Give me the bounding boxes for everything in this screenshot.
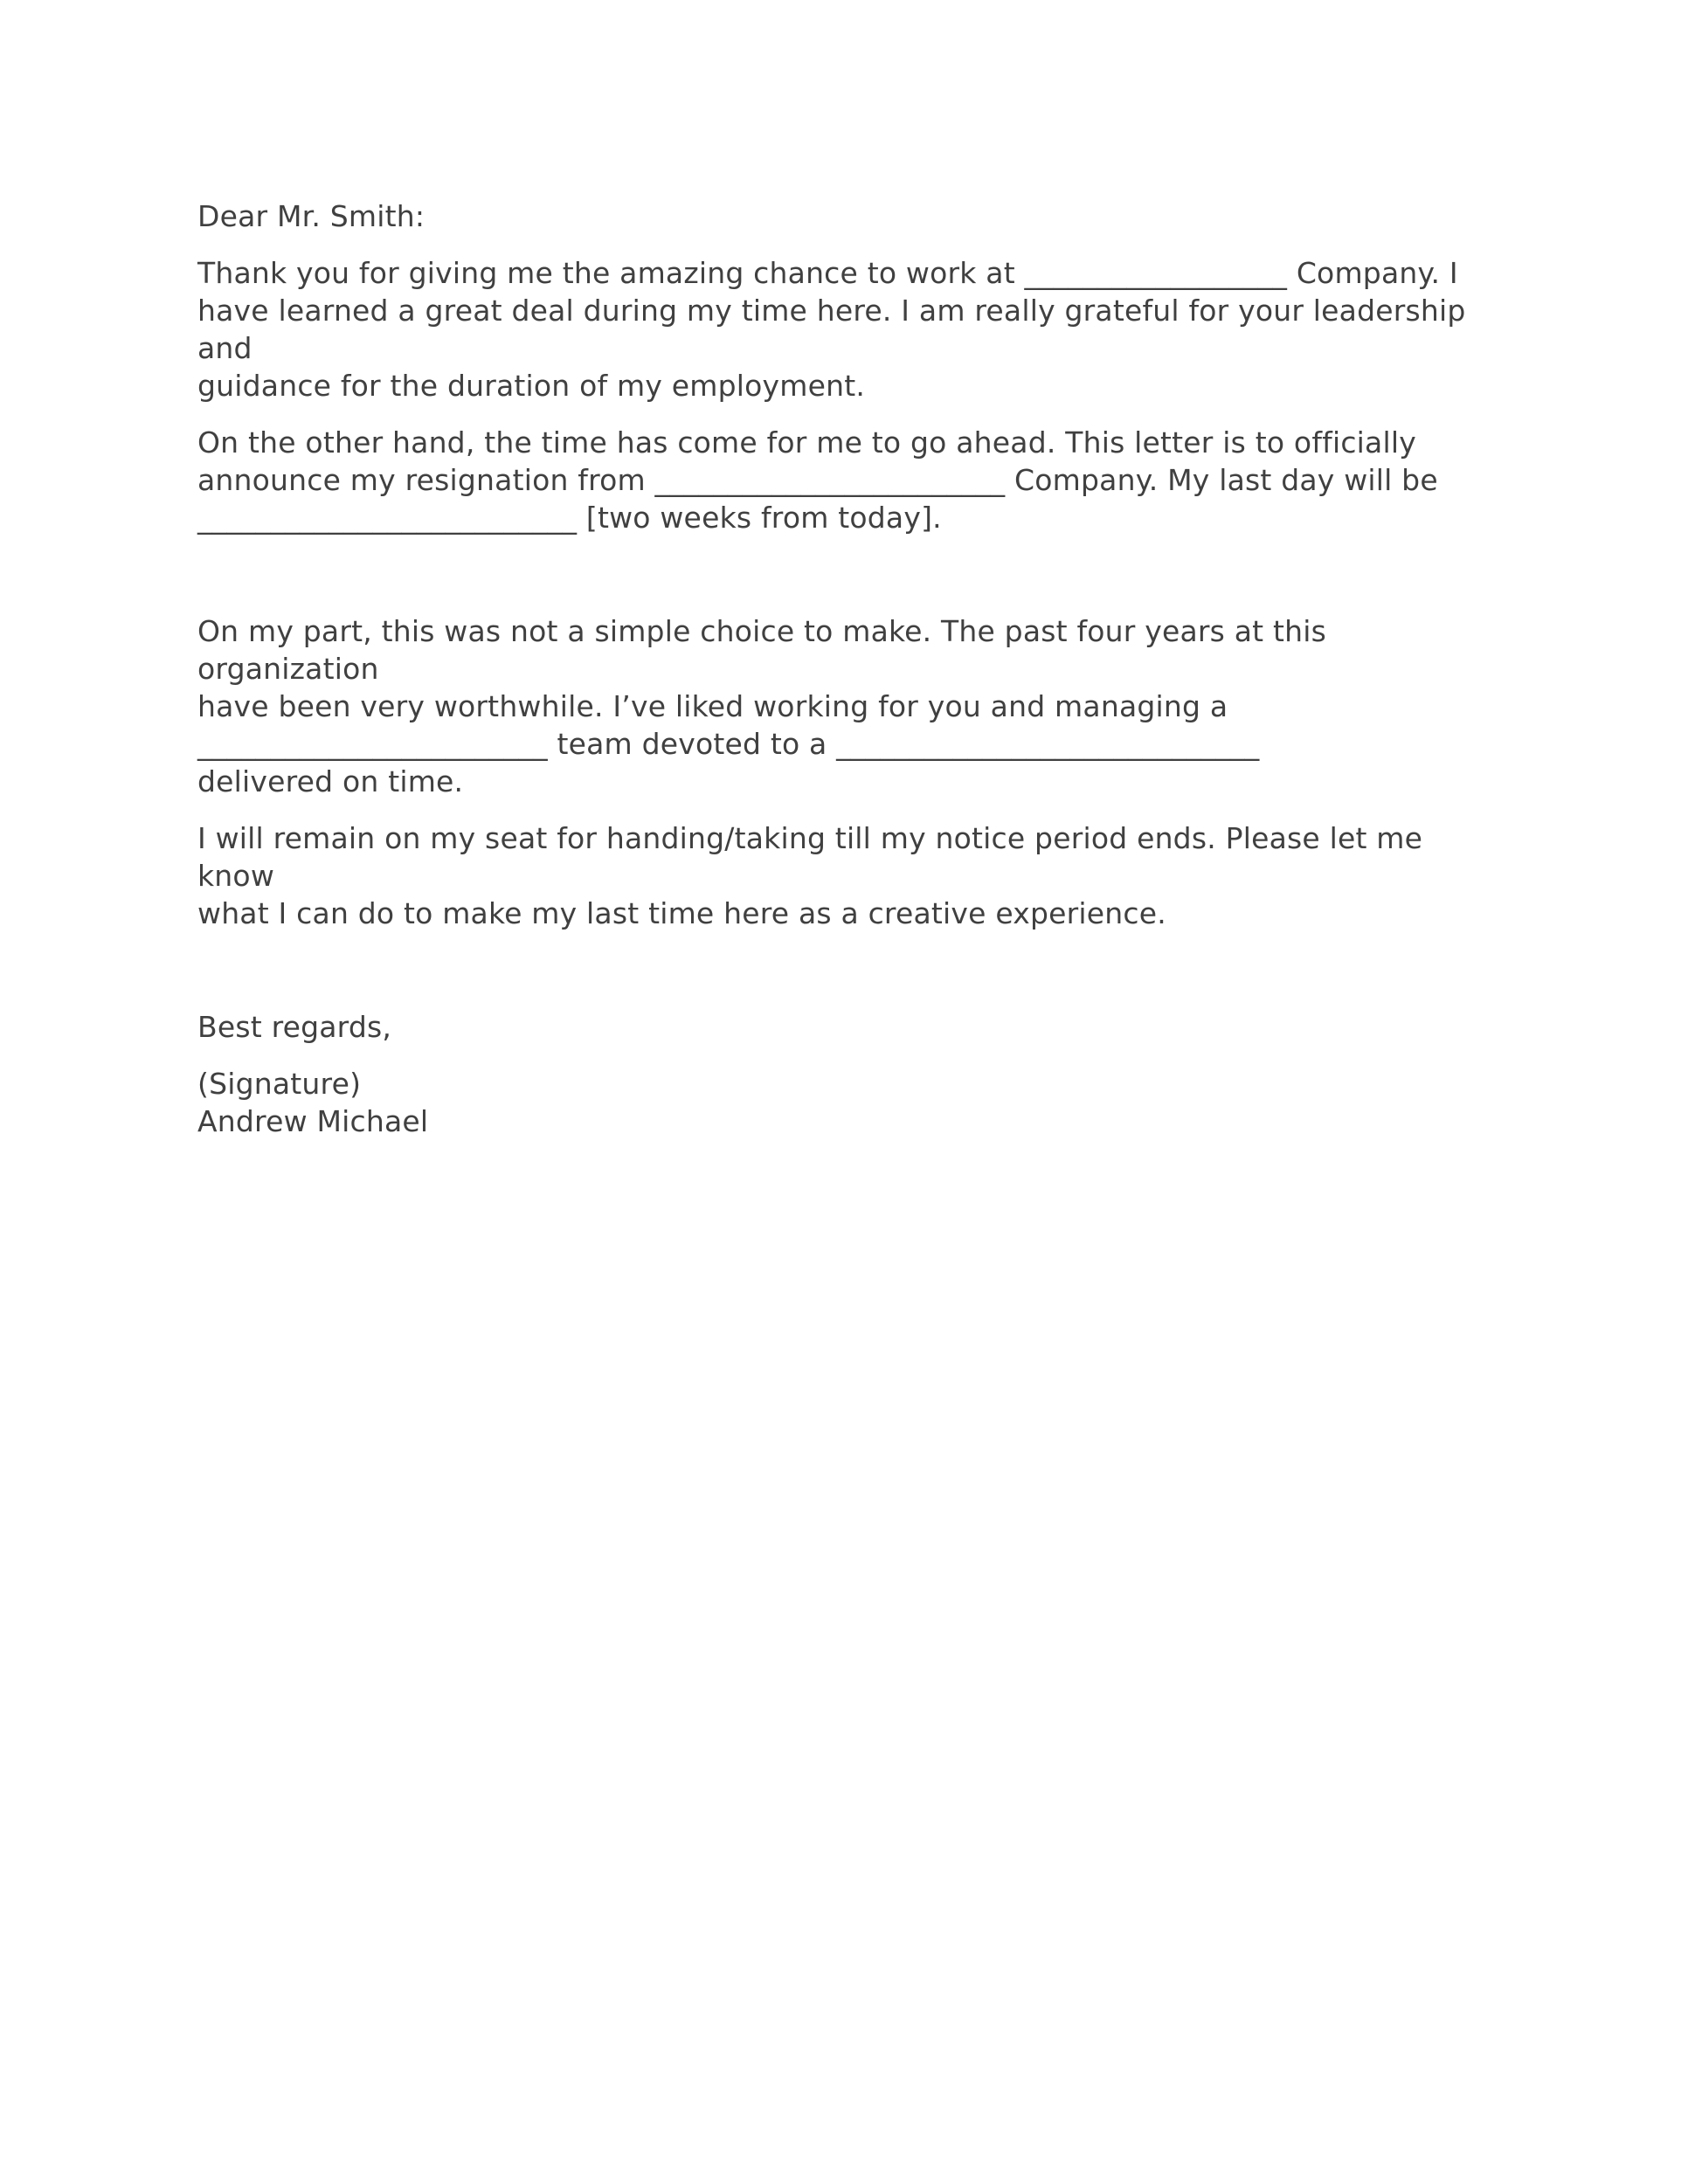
closing: Best regards,: [197, 1010, 392, 1044]
paragraph-resignation: On the other hand, the time has come for me to go ahead. This letter is to officially announce my resignation from ________________________ Company. My last day will be __________________________ [two weeks from today].: [197, 425, 1438, 535]
signature-placeholder: (Signature): [197, 1067, 362, 1101]
paragraph-notice-period: I will remain on my seat for handing/taking till my notice period ends. Please let me know what I can do to make my last time here as a creative experience.: [197, 821, 1423, 930]
salutation: Dear Mr. Smith:: [197, 199, 425, 233]
resignation-letter: [197, 197, 1508, 1140]
paragraph-reflection: On my part, this was not a simple choice to make. The past four years at this organization have been very worthwhile. I’ve liked working for you and managing a ________________________ team devoted to a _____________________________ delivered on time.: [197, 614, 1327, 798]
paragraph-gratitude: Thank you for giving me the amazing chance to work at __________________ Company. I have learned a great deal during my time here. I am really grateful for your leadership and guidance for the duration of my employment.: [197, 256, 1466, 403]
signer-name: Andrew Michael: [197, 1104, 429, 1138]
